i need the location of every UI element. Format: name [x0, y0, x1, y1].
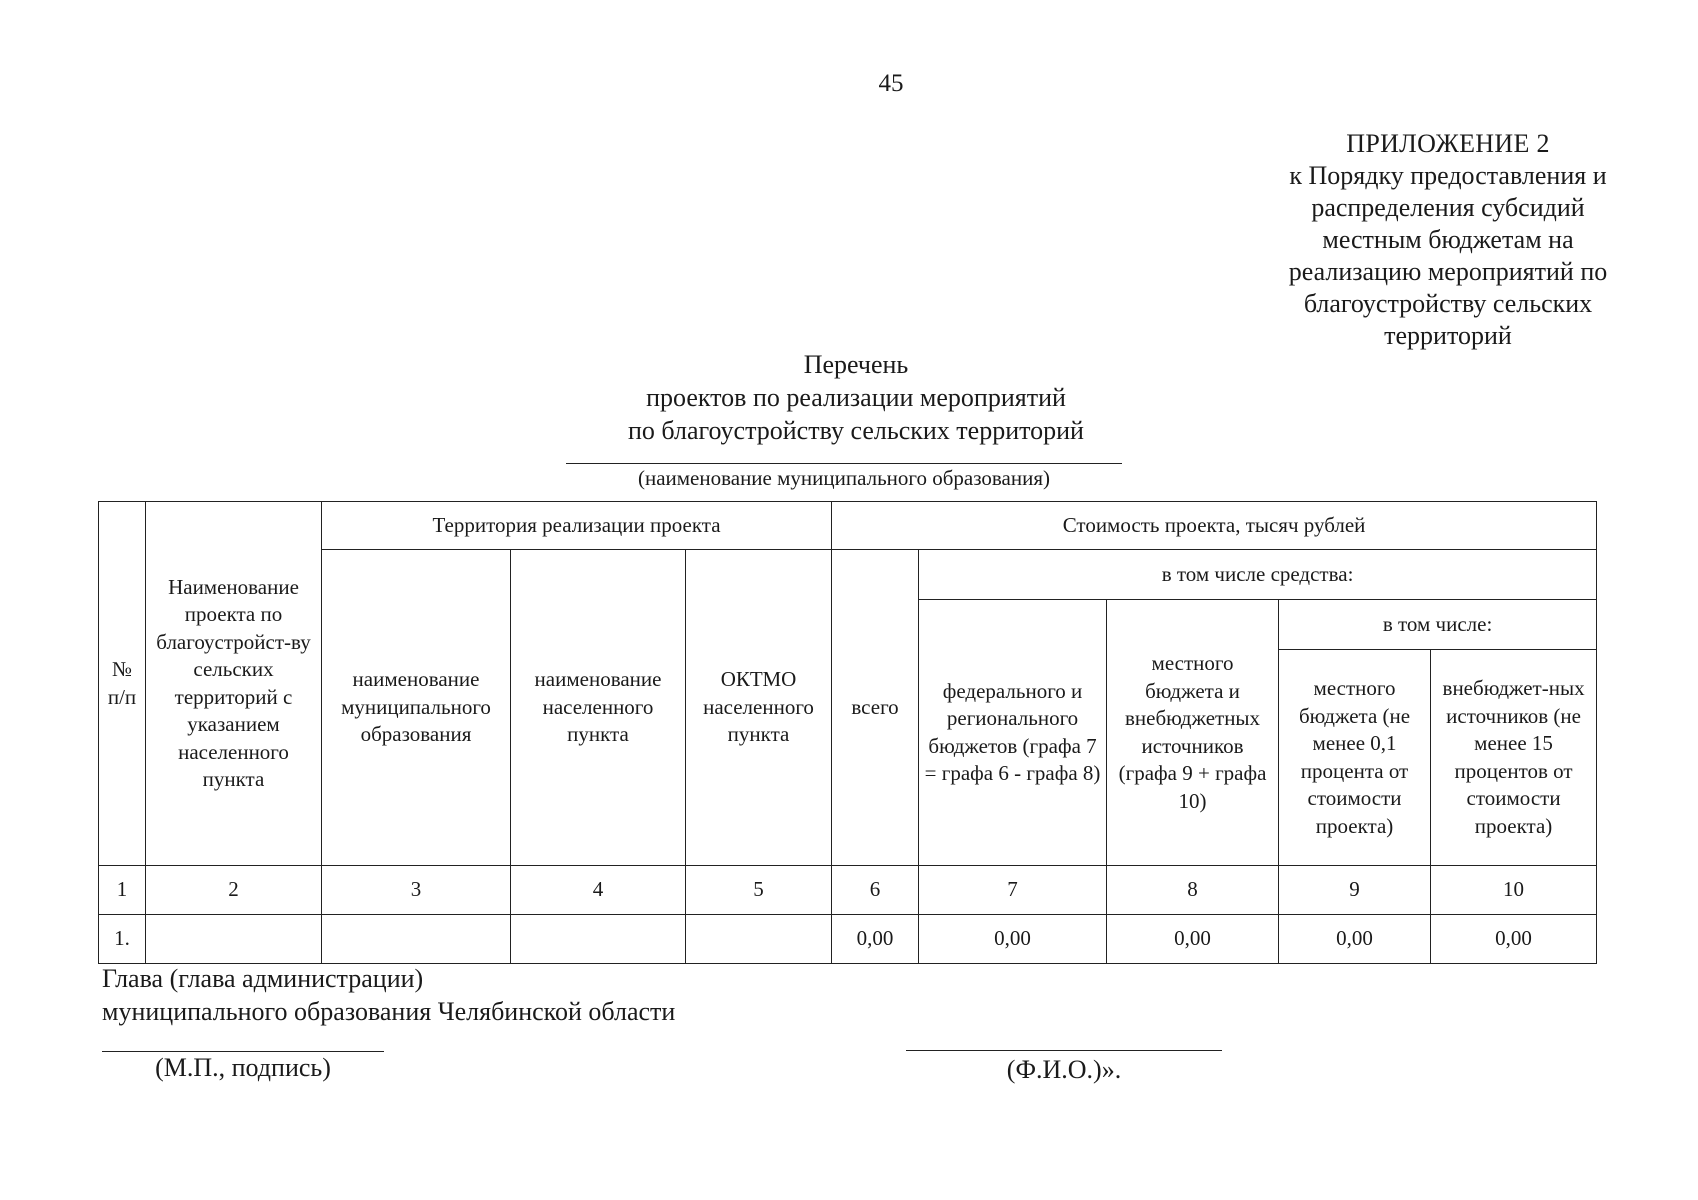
column-number: 3	[322, 866, 511, 915]
appendix-line: территорий	[1384, 321, 1512, 350]
header-including: в том числе:	[1279, 600, 1597, 650]
header-federal-regional: федерального и регионального бюджетов (графа 7 = графа 6 - графа 8)	[919, 600, 1107, 866]
table-cell	[686, 915, 832, 964]
full-name-caption: (Ф.И.О.)».	[1006, 1055, 1122, 1084]
appendix-line: местным бюджетам на	[1322, 225, 1574, 254]
column-number: 6	[832, 866, 919, 915]
column-number: 9	[1279, 866, 1431, 915]
column-number: 5	[686, 866, 832, 915]
table-cell	[146, 915, 322, 964]
header-including-funds: в том числе средства:	[919, 550, 1597, 600]
full-name-line	[906, 1050, 1222, 1051]
document-title	[556, 348, 1156, 447]
appendix-title: ПРИЛОЖЕНИЕ 2	[1346, 129, 1550, 158]
column-number: 7	[919, 866, 1107, 915]
appendix-line: реализацию мероприятий по	[1288, 257, 1608, 286]
header-num: № п/п	[99, 502, 146, 866]
table-cell: 1.	[99, 915, 146, 964]
header-oktmo: ОКТМО населенного пункта	[686, 550, 832, 866]
column-number-row	[99, 866, 1597, 915]
column-number: 1	[99, 866, 146, 915]
header-cost-group: Стоимость проекта, тысяч рублей	[832, 502, 1597, 550]
header-extrabudgetary: внебюджет-ных источников (не менее 15 процентов от стоимости проекта)	[1431, 650, 1597, 866]
table-cell: 0,00	[919, 915, 1107, 964]
table-row	[99, 915, 1597, 964]
document-title-line: по благоустройству сельских территорий	[628, 416, 1084, 445]
column-number: 10	[1431, 866, 1597, 915]
appendix-line: распределения субсидий	[1311, 193, 1585, 222]
header-municipality-name: наименование муниципального образования	[322, 550, 511, 866]
table-cell: 0,00	[832, 915, 919, 964]
column-number: 2	[146, 866, 322, 915]
table-cell: 0,00	[1279, 915, 1431, 964]
table-cell: 0,00	[1107, 915, 1279, 964]
appendix-block	[1198, 128, 1698, 352]
signatory-title: Глава (глава администрации)	[102, 964, 424, 993]
document-title-line: Перечень	[803, 350, 909, 379]
header-local-extrabudgetary: местного бюджета и внебюджетных источников (графа 9 + графа 10)	[1107, 600, 1279, 866]
header-project-name: Наименование проекта по благоустройст-ву сельских территорий с указанием населенного пункта	[146, 502, 322, 866]
header-local-budget: местного бюджета (не менее 0,1 процента от стоимости проекта)	[1279, 650, 1431, 866]
signature-line	[102, 1051, 384, 1052]
appendix-line: благоустройству сельских	[1303, 289, 1593, 318]
header-territory-group: Территория реализации проекта	[322, 502, 832, 550]
table-cell	[322, 915, 511, 964]
projects-table	[98, 501, 1597, 964]
document-title-line: проектов по реализации мероприятий	[646, 383, 1066, 412]
column-number: 8	[1107, 866, 1279, 915]
signatory-organization: муниципального образования Челябинской области	[102, 997, 676, 1026]
column-number: 4	[511, 866, 686, 915]
municipality-caption: (наименование муниципального образования)	[637, 466, 1051, 490]
table-cell	[511, 915, 686, 964]
signature-block	[102, 962, 675, 1028]
appendix-line: к Порядку предоставления и	[1289, 161, 1607, 190]
header-settlement-name: наименование населенного пункта	[511, 550, 686, 866]
page-number: 45	[878, 70, 904, 97]
header-total: всего	[832, 550, 919, 866]
municipality-fill-line	[566, 463, 1122, 464]
signature-caption: (М.П., подпись)	[155, 1053, 331, 1082]
table-cell: 0,00	[1431, 915, 1597, 964]
